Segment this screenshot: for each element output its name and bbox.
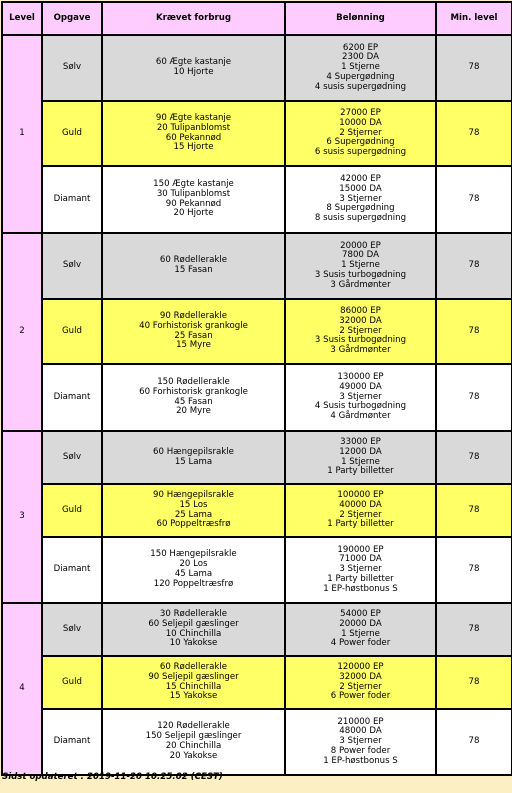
min-level-cell: 78 (436, 166, 512, 233)
required-cell-line: 60 Seljepil gæslinger (148, 618, 239, 629)
reward-cell-line: 2 Stjerner (339, 325, 382, 336)
required-cell-line: 45 Fasan (174, 396, 213, 407)
reward-cell-line: 190000 EP (337, 544, 384, 555)
reward-cell (285, 484, 436, 537)
reward-cell (285, 431, 436, 484)
reward-cell-line: 86000 EP (340, 306, 381, 316)
reward-cell-line: 2 Stjerner (339, 509, 382, 520)
required-cell-line: 60 Pekannød (165, 132, 222, 143)
required-cell-line: 20 Chinchilla (165, 741, 222, 751)
reward-cell-line: 8 susis supergødning (314, 213, 407, 224)
required-cell-line: 20 Los (179, 559, 208, 570)
required-cell-line: 30 Tulipanblomst (156, 188, 231, 199)
table-row (2, 364, 512, 431)
reward-cell (285, 101, 436, 166)
reward-cell-line: 4 Supergødning (326, 71, 395, 82)
reward-cell-line: 6 susis supergødning (314, 147, 407, 158)
reward-cell (285, 364, 436, 431)
reward-cell-line: 1 Stjerne (341, 260, 380, 271)
reward-cell-line: 1 Stjerne (341, 628, 380, 639)
last-updated: Sidst opdateret : 2019-11-20 10:25:02 (CEST) (2, 772, 223, 782)
reward-cell-line: 4 Gårdmønter (330, 411, 391, 422)
task-cell: Sølv (42, 35, 102, 101)
required-cell (102, 166, 285, 233)
table-row (2, 603, 512, 656)
task-cell: Diamant (42, 709, 102, 775)
reward-cell-line: 42000 EP (340, 174, 381, 184)
header-row (2, 2, 512, 35)
reward-cell-line: 49000 DA (339, 381, 382, 392)
reward-cell-line: 2 Stjerner (339, 681, 382, 692)
table-row (2, 233, 512, 299)
reward-cell-line: 12000 DA (339, 446, 382, 457)
required-cell (102, 299, 285, 364)
required-cell-line: 15 Lama (174, 456, 213, 467)
reward-cell (285, 537, 436, 603)
required-cell-line: 10 Yakokse (169, 638, 218, 649)
reward-cell (285, 656, 436, 709)
required-cell-line: 15 Los (179, 499, 208, 510)
table-row (2, 35, 512, 101)
task-cell: Guld (42, 101, 102, 166)
min-level-cell: 78 (436, 656, 512, 709)
reward-cell-line: 2 Stjerner (339, 127, 382, 138)
reward-cell (285, 166, 436, 233)
reward-cell-line: 3 Stjerner (339, 193, 382, 204)
table-row (2, 484, 512, 537)
required-cell-line: 150 Seljepil gæslinger (145, 731, 242, 742)
reward-cell-line: 15000 DA (339, 183, 382, 194)
level-cell: 1 (2, 35, 42, 233)
min-level-cell: 78 (436, 484, 512, 537)
min-level-cell: 78 (436, 233, 512, 299)
header-reward: Belønning (285, 2, 436, 35)
required-cell-line: 60 Rødellerakle (159, 255, 228, 266)
required-cell-line: 30 Rødellerakle (159, 608, 228, 619)
reward-cell-line: 40000 DA (339, 499, 382, 510)
reward-cell-line: 8 Supergødning (326, 203, 395, 214)
task-cell: Diamant (42, 537, 102, 603)
quest-table (1, 1, 512, 776)
required-cell-line: 15 Yakokse (169, 691, 218, 702)
task-cell: Sølv (42, 603, 102, 656)
reward-cell-line: 4 Susis turbogødning (314, 401, 407, 412)
reward-cell-line: 3 Susis turbogødning (314, 335, 407, 346)
table-row (2, 709, 512, 775)
required-cell (102, 709, 285, 775)
required-cell-line: 150 Rødellerakle (157, 376, 230, 387)
reward-cell-line: 4 susis supergødning (314, 81, 407, 92)
task-cell: Guld (42, 299, 102, 364)
min-level-cell: 78 (436, 709, 512, 775)
reward-cell (285, 709, 436, 775)
required-cell-line: 60 Hængepilsrakle (153, 446, 234, 457)
required-cell-line: 20 Tulipanblomst (156, 122, 231, 133)
task-cell: Guld (42, 484, 102, 537)
reward-cell-line: 7800 DA (342, 250, 379, 261)
required-cell-line: 20 Myre (176, 406, 211, 417)
reward-cell-line: 3 Stjerner (339, 391, 382, 402)
reward-cell-line: 2300 DA (342, 52, 379, 63)
reward-cell-line: 6 Power foder (330, 691, 391, 702)
required-cell-line: 15 Myre (176, 340, 211, 351)
task-cell: Guld (42, 656, 102, 709)
required-cell-line: 60 Rødellerakle (159, 661, 228, 672)
reward-cell-line: 3 Gårdmønter (330, 345, 391, 356)
required-cell-line: 150 Hængepilsrakle (150, 549, 237, 560)
required-cell-line: 45 Lama (174, 569, 213, 579)
required-cell (102, 484, 285, 537)
required-cell (102, 537, 285, 603)
reward-cell-line: 3 Gårdmønter (330, 279, 391, 290)
min-level-cell: 78 (436, 537, 512, 603)
min-level-cell: 78 (436, 299, 512, 364)
reward-cell-line: 1 Party billetter (327, 519, 394, 530)
required-cell-line: 60 Poppeltræsfrø (156, 519, 231, 530)
required-cell (102, 603, 285, 656)
table-row (2, 101, 512, 166)
required-cell-line: 15 Hjorte (173, 142, 214, 153)
reward-cell-line: 20000 EP (340, 240, 381, 251)
required-cell-line: 90 Ægte kastanje (155, 112, 232, 123)
level-cell: 4 (2, 603, 42, 775)
reward-cell-line: 1 Stjerne (341, 62, 380, 73)
required-cell (102, 364, 285, 431)
task-cell: Sølv (42, 233, 102, 299)
reward-cell-line: 71000 DA (339, 554, 382, 565)
reward-cell-line: 100000 EP (337, 489, 384, 500)
min-level-cell: 78 (436, 101, 512, 166)
required-cell-line: 60 Ægte kastanje (155, 57, 232, 68)
table-row (2, 431, 512, 484)
required-cell (102, 431, 285, 484)
reward-cell-line: 1 Stjerne (341, 456, 380, 467)
reward-cell-line: 33000 EP (340, 436, 381, 447)
required-cell-line: 120 Rødellerakle (157, 721, 230, 732)
header-min-level: Min. level (436, 2, 512, 35)
required-cell-line: 25 Lama (174, 509, 213, 520)
required-cell-line: 120 Poppeltræsfrø (153, 578, 234, 589)
reward-cell (285, 603, 436, 656)
reward-cell-line: 1 Party billetter (327, 573, 394, 584)
required-cell-line: 90 Hængepilsrakle (153, 489, 234, 500)
reward-cell-line: 6200 EP (342, 42, 379, 53)
required-cell-line: 40 Forhistorisk grankogle (139, 320, 248, 331)
required-cell-line: 25 Fasan (174, 330, 213, 341)
required-cell (102, 233, 285, 299)
min-level-cell: 78 (436, 603, 512, 656)
min-level-cell: 78 (436, 364, 512, 431)
required-cell-line: 20 Yakokse (169, 750, 218, 761)
header-level: Level (2, 2, 42, 35)
task-cell: Diamant (42, 364, 102, 431)
reward-cell-line: 10000 DA (339, 117, 382, 128)
required-cell (102, 656, 285, 709)
reward-cell-line: 130000 EP (337, 372, 384, 382)
reward-cell-line: 3 Stjerner (339, 736, 382, 747)
required-cell-line: 90 Pekannød (165, 198, 222, 209)
required-cell (102, 35, 285, 101)
reward-cell-line: 1 EP-høstbonus S (323, 583, 398, 594)
reward-cell-line: 6 Supergødning (326, 137, 395, 148)
required-cell-line: 90 Seljepil gæslinger (148, 671, 239, 682)
table-row (2, 656, 512, 709)
reward-cell-line: 54000 EP (340, 608, 381, 619)
reward-cell-line: 32000 DA (339, 315, 382, 326)
reward-cell-line: 210000 EP (337, 716, 384, 727)
required-cell-line: 10 Chinchilla (165, 628, 222, 639)
header-required: Krævet forbrug (102, 2, 285, 35)
required-cell-line: 15 Fasan (174, 265, 213, 275)
level-cell: 3 (2, 431, 42, 603)
required-cell-line: 90 Rødellerakle (159, 310, 228, 321)
required-cell-line: 150 Ægte kastanje (153, 178, 234, 189)
reward-cell-line: 32000 DA (339, 671, 382, 682)
required-cell-line: 20 Hjorte (173, 208, 214, 219)
table-row (2, 537, 512, 603)
task-cell: Sølv (42, 431, 102, 484)
required-cell (102, 101, 285, 166)
required-cell-line: 10 Hjorte (173, 67, 214, 77)
reward-cell-line: 1 Party billetter (327, 466, 394, 477)
task-cell: Diamant (42, 166, 102, 233)
min-level-cell: 78 (436, 431, 512, 484)
min-level-cell: 78 (436, 35, 512, 101)
reward-cell-line: 1 EP-høstbonus S (323, 755, 398, 766)
reward-cell-line: 3 Susis turbogødning (314, 269, 407, 280)
reward-cell (285, 299, 436, 364)
table-row (2, 166, 512, 233)
reward-cell (285, 233, 436, 299)
reward-cell (285, 35, 436, 101)
reward-cell-line: 27000 EP (340, 108, 381, 118)
header-task: Opgave (42, 2, 102, 35)
reward-cell-line: 20000 DA (339, 618, 382, 629)
table-row (2, 299, 512, 364)
reward-cell-line: 48000 DA (339, 726, 382, 737)
table-body (2, 35, 512, 775)
reward-cell-line: 3 Stjerner (339, 564, 382, 575)
reward-cell-line: 120000 EP (337, 661, 384, 672)
required-cell-line: 15 Chinchilla (165, 681, 222, 692)
level-cell: 2 (2, 233, 42, 431)
reward-cell-line: 8 Power foder (330, 745, 391, 756)
reward-cell-line: 4 Power foder (330, 638, 391, 649)
required-cell-line: 60 Forhistorisk grankogle (139, 386, 248, 397)
